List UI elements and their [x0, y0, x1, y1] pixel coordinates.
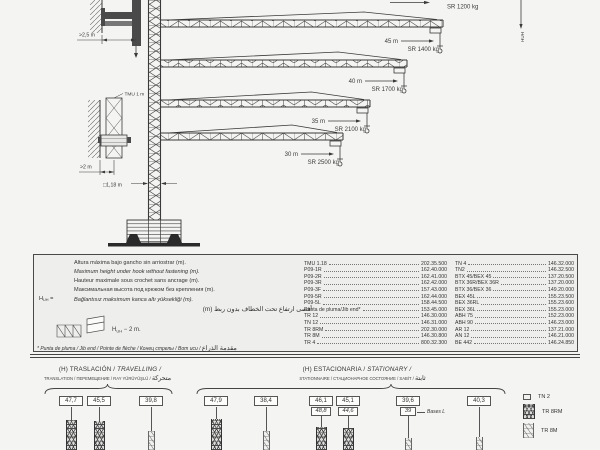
- part-name: BEX 36RL: [455, 300, 480, 307]
- part-name: P09-2R: [304, 273, 322, 280]
- dotted-leader: [475, 317, 546, 318]
- part-row: [304, 293, 447, 300]
- part-value: 146.30.800: [421, 333, 447, 340]
- part-name: BE 442: [455, 339, 473, 346]
- part-value: 800.32.300: [421, 339, 447, 346]
- tower-height-box-secondary: 44,6: [338, 407, 358, 417]
- tn2-mast-icon: [523, 394, 531, 400]
- part-row: [455, 280, 574, 287]
- dim-mast-width: [103, 182, 177, 189]
- dotted-leader: [317, 343, 419, 344]
- down-arrow-icon: [134, 53, 138, 58]
- part-value: 162.40.000: [421, 267, 447, 274]
- dotted-leader: [324, 297, 419, 298]
- note-leader: [417, 412, 425, 413]
- length-arrow-icon: [429, 39, 434, 42]
- length-arrow-icon: [329, 152, 334, 155]
- tower-height-box: 45,1: [336, 396, 360, 406]
- jib-load-label: SR 2100 kg: [334, 127, 366, 133]
- part-row: [304, 339, 447, 346]
- tr8m-mast-icon: [523, 423, 534, 438]
- parts-list-left: [304, 260, 447, 346]
- part-name: P09-1R: [304, 267, 322, 274]
- part-value: 155.23.000: [548, 306, 574, 313]
- dotted-leader: [325, 330, 419, 331]
- section-divider: [30, 354, 580, 358]
- tower-height-box-secondary: 39: [400, 407, 416, 417]
- stationary-title: (H) ESTACIONARIA / STATIONARY /: [302, 365, 412, 373]
- tower-height-box: 45,5: [87, 396, 111, 406]
- part-row: [304, 260, 447, 267]
- part-value: 146.32.000: [548, 260, 574, 267]
- part-row: [455, 286, 574, 293]
- dotted-leader: [329, 264, 419, 265]
- part-name: P09-3F: [304, 286, 322, 293]
- dotted-leader: [471, 330, 546, 331]
- part-value: 162.42.000: [421, 280, 447, 287]
- dim-wall-bottom: [79, 160, 114, 175]
- part-row: [304, 280, 447, 287]
- tr8rm-mast-icon: [523, 404, 535, 419]
- legend-line-ar: أقصى ارتفاع تحت الخطاف بدون ربط (m): [202, 305, 312, 313]
- part-value: 146.31.000: [421, 319, 447, 326]
- legend-item-tr8rm: [523, 404, 562, 419]
- part-value: 155.23.600: [548, 300, 574, 307]
- part-name: TN2: [455, 267, 465, 274]
- dotted-leader: [363, 310, 420, 311]
- dotted-leader: [471, 337, 546, 338]
- part-row: [304, 333, 447, 340]
- part-value: 162.44.000: [421, 293, 447, 300]
- ballast-base: [108, 220, 200, 247]
- dotted-leader: [501, 284, 546, 285]
- upper-wall-anchor: [90, 0, 141, 58]
- part-row: [455, 313, 574, 320]
- legend-line-fr: Hauteur maximale sous crochet sans ancrage (m).: [74, 278, 200, 285]
- anchor-frame-label: TMU 1 m: [124, 92, 145, 98]
- tower-height-box: 38,4: [254, 396, 278, 406]
- dotted-leader: [324, 284, 419, 285]
- dotted-leader: [493, 290, 546, 291]
- jib-load-label: SR 1400 kg: [407, 47, 439, 53]
- dotted-leader: [474, 343, 546, 344]
- legend-line-en: Maximum height under hook without fastening (m).: [74, 269, 200, 276]
- part-name: BTX 36/BEX 36: [455, 286, 492, 293]
- part-value: 146.32.500: [548, 267, 574, 274]
- part-row: [455, 273, 574, 280]
- part-name: BTX 45/BEX 45: [455, 273, 492, 280]
- jib-0: [161, 12, 443, 53]
- dim-wall-top-label: >2,5 m: [78, 32, 96, 39]
- part-row: [304, 300, 447, 307]
- jib-load-label: SR 2500 kg: [307, 160, 339, 166]
- huh-formula: $H_{UH} - 2$ m.: [112, 327, 141, 334]
- part-name: BEX 36L: [455, 306, 476, 313]
- dim-wall-top: [77, 33, 136, 45]
- dotted-leader: [324, 271, 419, 272]
- tower-connector: [321, 416, 322, 427]
- cut-jib-label: [390, 1, 478, 11]
- tower-height-box-secondary: 48,8: [311, 407, 331, 417]
- part-value: 137.20.500: [548, 273, 574, 280]
- wall-hatch: [90, 0, 102, 33]
- mast-width-label: □1,18 m: [103, 182, 122, 189]
- part-value: 202.35.500: [421, 260, 447, 267]
- part-name: TN 12: [304, 319, 319, 326]
- jib-length-label: 40 m: [348, 79, 362, 85]
- tower-connector: [151, 407, 152, 432]
- group-braces: [40, 384, 520, 396]
- part-row: [304, 313, 447, 320]
- tower-mast-narrow: [263, 431, 270, 450]
- part-value: 146.23.000: [548, 319, 574, 326]
- part-name: P09-3R: [304, 280, 322, 287]
- part-row: [304, 286, 447, 293]
- bases-note: Bases L: [427, 408, 446, 415]
- part-value: 153.45.000: [421, 306, 447, 313]
- part-value: 146.30.000: [421, 313, 447, 320]
- jib-length-label: 35 m: [311, 119, 325, 125]
- part-row: [304, 326, 447, 333]
- tower-height-box: 39,8: [139, 396, 163, 406]
- mast-type-legend: [523, 394, 562, 442]
- part-value: 152.23.000: [548, 313, 574, 320]
- part-row: [304, 306, 447, 313]
- dotted-leader: [477, 297, 546, 298]
- tower-connector: [479, 407, 480, 438]
- dotted-leader: [324, 277, 419, 278]
- part-value: 162.41.000: [421, 273, 447, 280]
- base-beam: [108, 243, 200, 247]
- tower-connector: [266, 407, 267, 432]
- part-row: [455, 333, 574, 340]
- dotted-leader: [493, 277, 546, 278]
- jib-end-sketch: [54, 315, 204, 345]
- dotted-leader: [467, 271, 546, 272]
- cut-jib-load-label: SR 1200 kg: [447, 4, 479, 11]
- dotted-leader: [323, 290, 419, 291]
- tower-height-box: 46,1: [309, 396, 333, 406]
- dotted-leader: [481, 304, 546, 305]
- legend-label: TR 8RM: [542, 408, 563, 415]
- dotted-leader: [477, 310, 546, 311]
- legend-line-tr: Bağlantısız maksimum kanca altı yüksekliği (m).: [74, 296, 194, 303]
- part-row: [304, 273, 447, 280]
- jib-tie-bar: [167, 52, 401, 60]
- tower-mast-wide: [94, 421, 105, 450]
- stationary-brace: [197, 384, 505, 394]
- part-value: 137.20.000: [548, 280, 574, 287]
- part-name: TR 12: [304, 313, 319, 320]
- part-row: [304, 319, 447, 326]
- jibs-layer: [161, 12, 443, 166]
- part-value: 158.44.500: [421, 300, 447, 307]
- jib-3: [161, 125, 343, 166]
- tower-height-box: 40,3: [467, 396, 491, 406]
- part-row: [455, 267, 574, 274]
- dotted-leader: [322, 337, 419, 338]
- part-name: TN 4: [455, 260, 467, 267]
- legend-parts-panel: [33, 254, 578, 352]
- part-value: 157.43.000: [421, 286, 447, 293]
- wall-hatch: [88, 100, 100, 158]
- part-name: AN 12: [455, 333, 470, 340]
- part-row: [455, 260, 574, 267]
- jib-tie-bar: [167, 12, 437, 20]
- tower-mast-narrow: [148, 431, 155, 450]
- length-arrow-icon: [393, 79, 398, 82]
- jib-length-label: 45 m: [384, 39, 398, 45]
- trolley: [430, 28, 441, 33]
- tower-height-box: 39,6: [396, 396, 420, 406]
- part-value: 155.23.500: [548, 293, 574, 300]
- legend-item-tn2: [523, 394, 562, 400]
- multilingual-legend: [74, 259, 312, 315]
- part-name: ABH 75: [455, 313, 473, 320]
- part-name: P09-5L: [304, 300, 321, 307]
- part-name: ABH 90: [455, 319, 473, 326]
- legend-line-ru: Максимальная высота под крюком без крепления (m).: [74, 287, 215, 294]
- part-name: P09-5R: [304, 293, 322, 300]
- tower-mast-narrow: [405, 438, 412, 450]
- legend-item-tr8m: [523, 423, 562, 438]
- part-name: Punta de pluma/Jib end*: [304, 306, 361, 313]
- dotted-leader: [320, 323, 419, 324]
- dim-wall-bottom-label: >2 m: [80, 164, 92, 171]
- legend-line-es: Altura máxima bajo gancho sin arriostrar (m).: [74, 260, 186, 266]
- tower-mast-wide: [316, 427, 327, 450]
- part-row: [455, 306, 574, 313]
- part-name: AR 12: [455, 326, 470, 333]
- dotted-leader: [475, 323, 546, 324]
- jib-tie-bar: [167, 125, 337, 133]
- jib-load-label: SR 1700 kg: [371, 87, 403, 93]
- dotted-leader: [320, 317, 419, 318]
- height-ref-label: HUH: [520, 32, 525, 42]
- part-row: [455, 326, 574, 333]
- jib-1: [161, 52, 407, 93]
- jib-length-label: 30 m: [284, 152, 298, 158]
- travelling-brace: [45, 384, 172, 394]
- huh-term: $H_{UH}$ =: [39, 296, 54, 302]
- lower-wall-anchor: [88, 92, 144, 159]
- part-value: 146.24.850: [548, 339, 574, 346]
- part-row: [455, 339, 574, 346]
- trolley: [394, 68, 405, 73]
- trolley: [330, 141, 341, 146]
- footnote: * Punta de pluma / Jib end / Pointe de flèche / Конец стрелы / Bom ucu / مقدمة الذراع: [37, 344, 237, 352]
- tower-height-box: 47,9: [204, 396, 228, 406]
- parts-list-right: [455, 260, 574, 346]
- tower-connector: [408, 416, 409, 438]
- part-name: TMU 1.18: [304, 260, 327, 267]
- part-name: BTX 36R/BEX 36R: [455, 280, 499, 287]
- tower-height-box: 47,7: [59, 396, 83, 406]
- height-ref: [519, 0, 525, 42]
- jib-tie-bar: [167, 92, 364, 100]
- legend-label: TN 2: [538, 394, 550, 400]
- part-name: TR 8M: [304, 333, 320, 340]
- travelling-subtitle: TRANSLATION / ПЕРЕМЕЩЕНИЕ / RAY YÜRÜYÜŞLÜ / متحركة: [43, 374, 172, 382]
- tower-connector: [348, 416, 349, 428]
- part-row: [455, 293, 574, 300]
- tower-connector: [99, 407, 100, 422]
- part-row: [455, 300, 574, 307]
- part-row: [304, 267, 447, 274]
- tower-mast-wide: [66, 420, 77, 450]
- part-row: [455, 319, 574, 326]
- tower-connector: [216, 407, 217, 420]
- tower-mast-narrow: [476, 437, 483, 450]
- length-arrow-icon: [356, 119, 361, 122]
- anchor-collar: [132, 0, 141, 46]
- tower-connector: [71, 407, 72, 421]
- travelling-title: (H) TRASLACIÓN / TRAVELLING /: [58, 365, 162, 373]
- tower-mast-wide: [343, 428, 354, 450]
- part-value: 137.21.000: [548, 326, 574, 333]
- dotted-leader: [468, 264, 546, 265]
- part-name: TR 4: [304, 339, 316, 346]
- part-value: 146.21.000: [548, 333, 574, 340]
- stationary-subtitle: STATIONNAIRE / СТАЦИОНАРНОЕ СОСТОЯНИЕ / SABİT / ثابتة: [299, 374, 426, 382]
- part-value: 202.30.000: [421, 326, 447, 333]
- part-name: BEX 45L: [455, 293, 476, 300]
- trolley: [357, 108, 368, 113]
- part-value: 149.20.000: [548, 286, 574, 293]
- tower-mast: [148, 0, 161, 220]
- tower-mast-wide: [211, 419, 222, 450]
- dotted-leader: [323, 304, 419, 305]
- part-name: TR 8RM: [304, 326, 324, 333]
- legend-label: TR 8M: [541, 427, 558, 434]
